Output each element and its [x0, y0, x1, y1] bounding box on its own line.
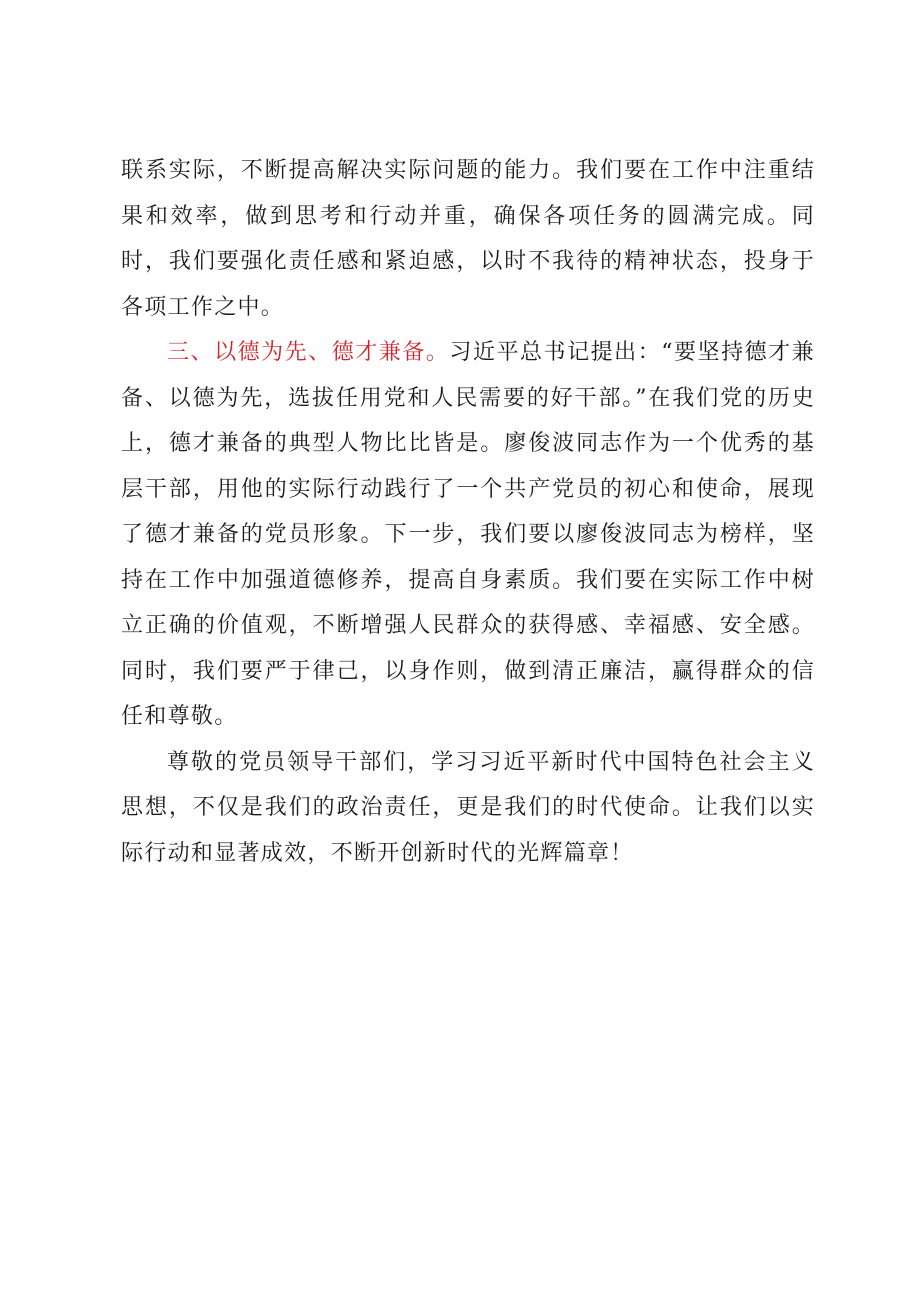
- section-heading: 三、以德为先、德才兼备。: [167, 340, 450, 365]
- paragraph-text: 尊敬的党员领导干部们，学习习近平新时代中国特色社会主义思想，不仅是我们的政治责任，更是我们的时代使命。让我们以实际行动和显著成效，不断开创新时代的光辉篇章！: [121, 749, 815, 866]
- paragraph-section-three: [121, 330, 815, 740]
- paragraph-text: 习近平总书记提出：“要坚持德才兼备、以德为先，选拔任用党和人民需要的好干部。”在我们党的历史上，德才兼备的典型人物比比皆是。廖俊波同志作为一个优秀的基层干部，用他的实际行动践行了一个共产党员的初心和使命，展现了德才兼备的党员形象。下一步，我们要以廖俊波同志为榜样，坚持在工作中加强道德修养，提高自身素质。我们要在实际工作中树立正确的价值观，不断增强人民群众的获得感、幸福感、安全感。同时，我们要严于律己，以身作则，做到清正廉洁，赢得群众的信任和尊敬。: [121, 340, 815, 729]
- paragraph-continuation: [121, 148, 815, 330]
- paragraph-text: 联系实际，不断提高解决实际问题的能力。我们要在工作中注重结果和效率，做到思考和行动并重，确保各项任务的圆满完成。同时，我们要强化责任感和紧迫感，以时不我待的精神状态，投身于各项工作之中。: [121, 158, 815, 320]
- document-body: [121, 148, 815, 876]
- paragraph-closing: [121, 740, 815, 877]
